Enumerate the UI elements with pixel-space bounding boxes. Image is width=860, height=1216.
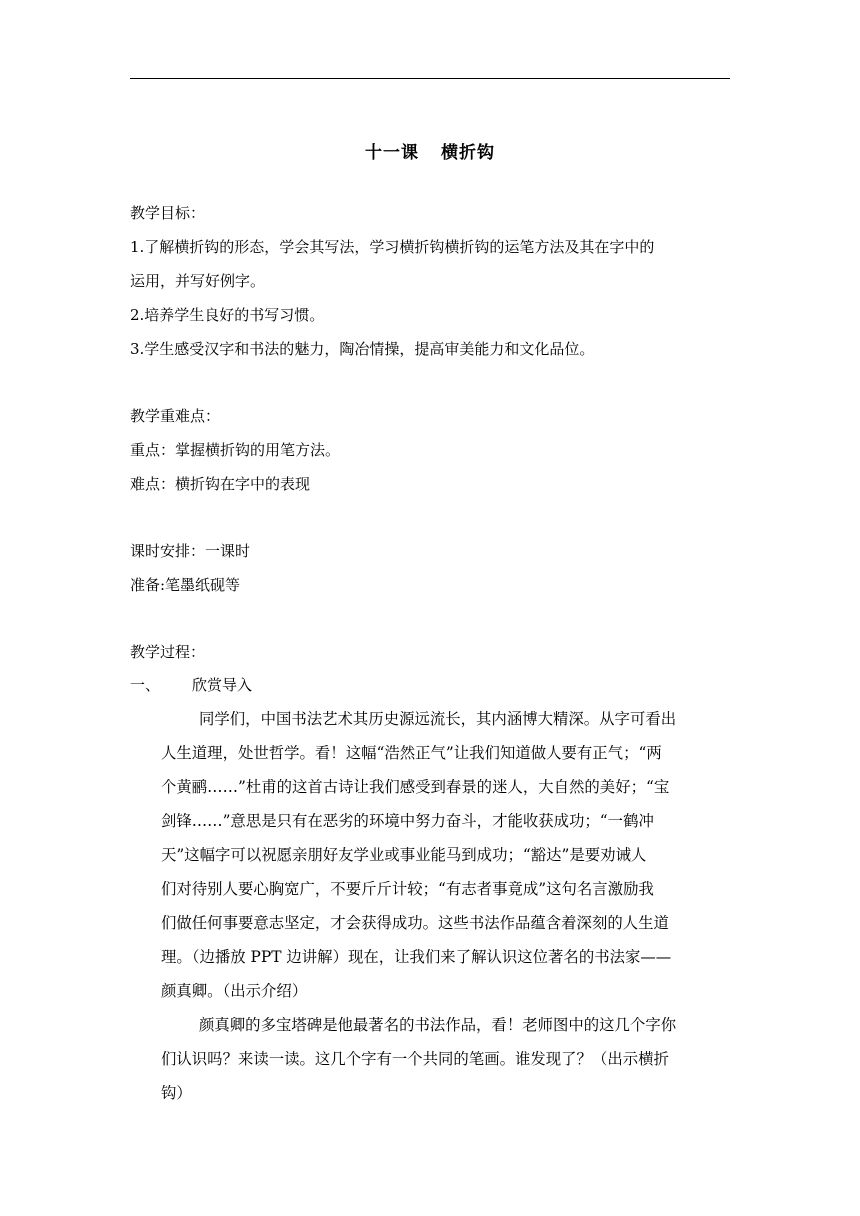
objective-1-line-2: 运用，并写好例字。 <box>130 272 266 290</box>
paragraph-line: 颜真卿的多宝塔碑是他最著名的书法作品，看！老师图中的这几个字你 <box>199 1016 677 1034</box>
intro-paragraph <box>161 702 739 1008</box>
key-point: 重点：掌握横折钩的用笔方法。 <box>130 441 341 459</box>
difficulties-heading: 教学重难点： <box>130 407 221 425</box>
page-title <box>130 138 730 163</box>
paragraph-line: 剑锋……”意思是只有在恶劣的环境中努力奋斗，才能收获成功；“一鹤冲 <box>161 812 654 830</box>
section-number: 一、 <box>130 676 161 694</box>
paragraph-line: 个黄鹂……”杜甫的这首古诗让我们感受到春景的迷人，大自然的美好；“宝 <box>161 778 670 796</box>
section-title: 欣赏导入 <box>192 676 253 694</box>
paragraph-line: 们认识吗？来读一读。这几个字有一个共同的笔画。谁发现了？（出示横折 <box>161 1050 669 1068</box>
section-1-heading <box>130 675 252 695</box>
process-heading: 教学过程： <box>130 643 206 661</box>
header-rule <box>130 78 730 79</box>
objective-2: 2.培养学生良好的书写习惯。 <box>130 306 325 324</box>
title-stroke: 横折钩 <box>441 143 495 163</box>
paragraph-line: 天”这幅字可以祝愿亲朋好友学业或事业能马到成功；“豁达”是要劝诫人 <box>161 846 647 864</box>
title-lesson: 十一课 <box>365 143 419 163</box>
paragraph-line: 颜真卿。（出示介绍） <box>161 982 308 1000</box>
objectives-heading: 教学目标： <box>130 204 206 222</box>
paragraph-line: 同学们，中国书法艺术其历史源远流长，其内涵博大精深。从字可看出 <box>199 710 677 728</box>
paragraph-line: 们对待别人要心胸宽广，不要斤斤计较；“有志者事竟成”这句名言激励我 <box>161 880 654 898</box>
yan-zhenqing-paragraph <box>161 1008 739 1110</box>
paragraph-line: 钩） <box>161 1084 192 1102</box>
paragraph-line: 理。（边播放 PPT 边讲解）现在，让我们来了解认识这位著名的书法家—— <box>161 948 672 966</box>
paragraph-line: 们做任何事要意志坚定，才会获得成功。这些书法作品蕴含着深刻的人生道 <box>161 914 669 932</box>
objective-1-line-1: 1.了解横折钩的形态，学会其写法，学习横折钩横折钩的运笔方法及其在字中的 <box>130 238 655 256</box>
paragraph-line: 人生道理，处世哲学。看！这幅“浩然正气”让我们知道做人要有正气；“两 <box>161 744 662 762</box>
class-schedule: 课时安排：一课时 <box>130 542 251 560</box>
preparation: 准备:笔墨纸砚等 <box>130 576 241 594</box>
hard-point: 难点：横折钩在字中的表现 <box>130 475 311 493</box>
objective-3: 3.学生感受汉字和书法的魅力，陶冶情操，提高审美能力和文化品位。 <box>130 340 595 358</box>
